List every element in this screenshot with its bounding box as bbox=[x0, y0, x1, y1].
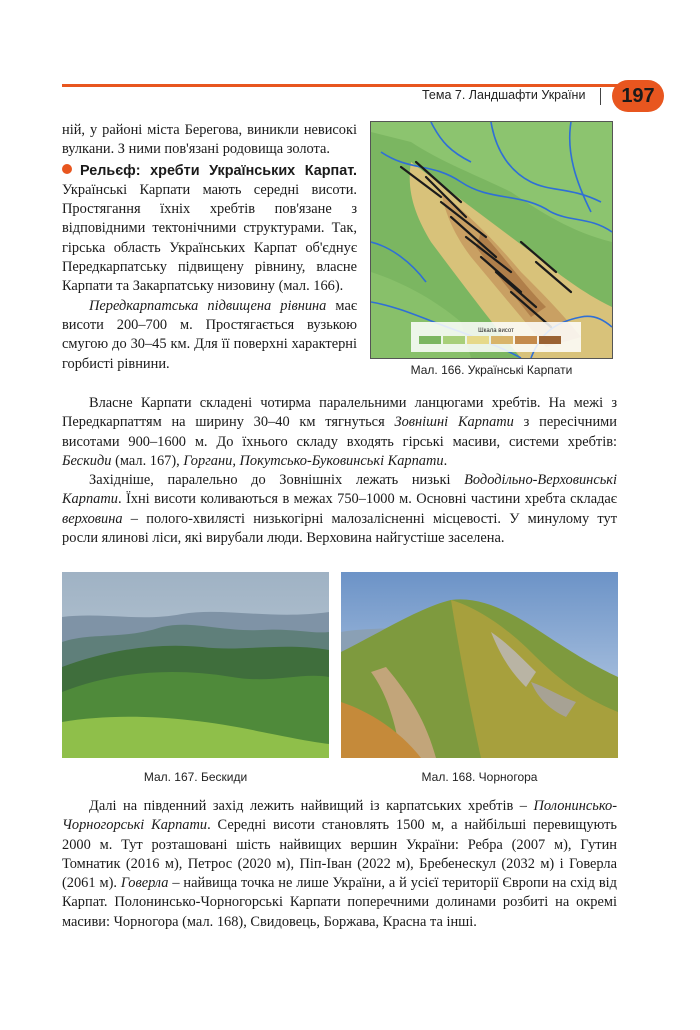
carpathians-text-3: (мал. 167), bbox=[111, 452, 184, 469]
intro-paragraph: ній, у районі міста Берегова, виникли невисокі вулкани. З ними пов'язані родовища золота. bbox=[62, 122, 357, 158]
map-caption: Мал. 166. Українські Карпати bbox=[410, 363, 573, 377]
polonyna-paragraph bbox=[62, 797, 617, 932]
left-column bbox=[62, 121, 357, 374]
photo-chornohora bbox=[341, 572, 618, 758]
header-rule bbox=[62, 84, 637, 87]
map-legend-title: Шкала висот bbox=[478, 328, 514, 334]
term-hoverla: Говерла bbox=[120, 875, 169, 892]
polonyna-text-1: Далі на південний захід лежить найвищий із карпатських хребтів – bbox=[89, 798, 534, 814]
carpathians-paragraph bbox=[62, 394, 617, 471]
vododil-text-3: – полого-хвилясті низькогірні малозалісненні місцевості. У минулому тут росли ялинові ліси, які вирубали люди. Верховина найгустіше заселена. bbox=[62, 510, 617, 547]
section-bullet-icon bbox=[62, 164, 72, 174]
body-block-2 bbox=[62, 797, 617, 932]
term-gorgany: Горгани, Покутсько-Буковинські Карпати bbox=[183, 452, 444, 469]
carpathians-text-1: Власне Карпати складені чотирма паралельними ланцюгами хребтів. На межі з Передкарпаттям на ширину 30–40 км тягнуться bbox=[62, 395, 617, 431]
polonyna-text-2: . Середні висоти становлять 1500 м, а найбільші перевищують 2000 м. Тут розташовані шість найвищих вершин України: Ребра (2007 м), Гутин Томнатик (2016 м), Петрос (2020 м), Піп-Іван (2022 м), Бребенескул (2032 м) і Говерла (2061 м). bbox=[62, 817, 617, 892]
header-separator bbox=[600, 88, 601, 105]
polonyna-text-3: – найвища точка не лише України, а й усієї території Європи на схід від Карпат. Полонинсько-Чорногорські Карпати поперечними долинами розбиті на окремі масиви: Чорногора (мал. 168), Свидовець, Боржава, Красна та інші. bbox=[62, 875, 618, 930]
relief-section bbox=[62, 162, 357, 297]
term-polonyna: Полонинсько-Чорногорські Карпати bbox=[62, 798, 617, 834]
term-vododil: Вододільно-Верховинські Карпати bbox=[62, 472, 617, 508]
map-graphic bbox=[371, 122, 612, 358]
photo2-caption: Мал. 168. Чорногора bbox=[421, 770, 538, 784]
foothills-text: має висоти 200–700 м. Простягається вузькою смугою до 30–45 км. Для її поверхні характерні горбисті рівнини. bbox=[62, 297, 358, 372]
carpathians-text-4: . bbox=[443, 452, 448, 469]
carpathians-text-2: з пересічними висотами 900–1600 м. До їхнього складу входять гірські масиви, системи хребтів: bbox=[62, 414, 617, 450]
photo1-caption: Мал. 167. Бескиди bbox=[143, 770, 248, 784]
term-beskydy: Бескиди bbox=[62, 452, 112, 469]
chornohora-image bbox=[341, 572, 618, 758]
section-text: Українські Карпати мають середні висоти. Простягання їхніх хребтів пов'язане з відповідними тектонічними структурами. Так, гірська область Українських Карпат об'єднує Передкарпатську підвищену рівнину, власне Карпати та Закарпатську низовину (мал. 166). bbox=[62, 181, 357, 295]
body-block-1 bbox=[62, 394, 617, 548]
section-title: Рельєф: хребти Українських Карпат. bbox=[80, 162, 357, 179]
term-outer-carpathians: Зовнішні Карпати bbox=[394, 414, 514, 431]
photo-beskydy bbox=[62, 572, 329, 758]
header-topic: Тема 7. Ландшафти України bbox=[422, 88, 586, 102]
vododil-text-2: . Їхні висоти коливаються в межах 750–1000 м. Основні частини хребта складає bbox=[117, 491, 617, 508]
beskydy-image bbox=[62, 572, 329, 758]
page-number: 197 bbox=[612, 80, 664, 112]
vododil-paragraph bbox=[62, 471, 617, 548]
carpathians-map bbox=[370, 121, 613, 359]
foothills-term: Передкарпатська підвищена рівнина bbox=[89, 297, 327, 314]
foothills-paragraph bbox=[62, 297, 357, 374]
term-verkhovyna: верховина bbox=[62, 510, 123, 527]
vododil-text-1: Західніше, паралельно до Зовнішніх лежать низькі bbox=[89, 472, 465, 489]
